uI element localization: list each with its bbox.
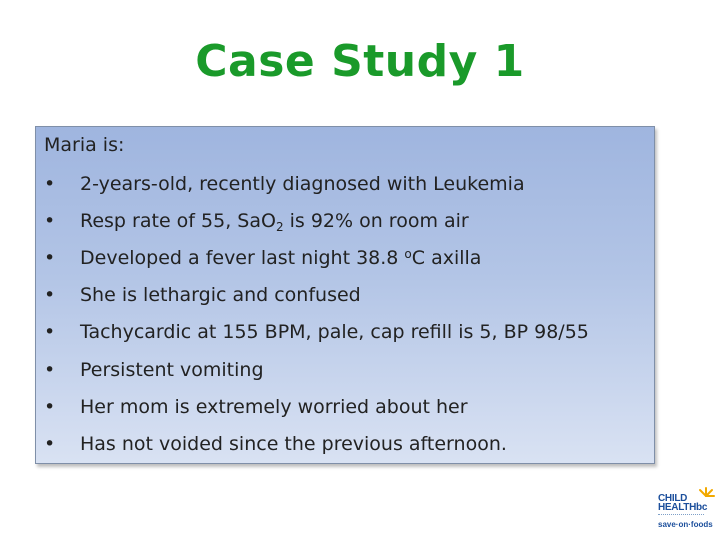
list-item-text: Her mom is extremely worried about her [80, 396, 468, 418]
list-item [36, 394, 646, 420]
logo-line-child: CHILD [658, 493, 688, 504]
bullet-icon: • [44, 359, 56, 381]
list-item-text: Persistent vomiting [80, 359, 264, 381]
bullet-icon: • [44, 321, 56, 343]
list-item [36, 357, 646, 383]
list-item-text: Tachycardic at 155 BPM, pale, cap refill is 5, BP 98/55 [80, 321, 589, 343]
content-panel [35, 126, 655, 464]
bullet-icon: • [44, 210, 56, 232]
spo2-text: is 92% on room air [283, 210, 469, 232]
slide-title: Case Study 1 [195, 36, 525, 87]
child-health-bc-logo [652, 486, 716, 534]
list-item-text [80, 245, 481, 271]
list-item [36, 319, 646, 345]
logo-divider [658, 514, 704, 518]
bullet-icon: • [44, 173, 56, 195]
bullet-icon: • [44, 396, 56, 418]
logo-line-health: HEALTHbc [658, 502, 708, 513]
fever-unit-text: C axilla [411, 247, 482, 269]
subscript-2: 2 [275, 220, 284, 234]
resp-rate-text: Resp rate of 55, SaO [80, 210, 276, 232]
list-item-text: She is lethargic and confused [80, 284, 361, 306]
list-item-text: 2-years-old, recently diagnosed with Leukemia [80, 173, 525, 195]
bullet-icon: • [44, 284, 56, 306]
list-item [36, 208, 646, 234]
list-item-text [80, 208, 469, 234]
bullet-icon: • [44, 247, 56, 269]
bullet-icon: • [44, 433, 56, 455]
list-item-text: Has not voided since the previous afternoon. [80, 433, 507, 455]
list-item [36, 171, 646, 197]
intro-text: Maria is: [44, 134, 125, 156]
logo-line-sponsor: save·on·foods [658, 520, 713, 529]
list-item [36, 245, 646, 271]
fever-text: Developed a fever last night 38.8 [80, 247, 405, 269]
list-item [36, 431, 646, 457]
degree-superscript: o [404, 247, 412, 261]
list-item [36, 282, 646, 308]
